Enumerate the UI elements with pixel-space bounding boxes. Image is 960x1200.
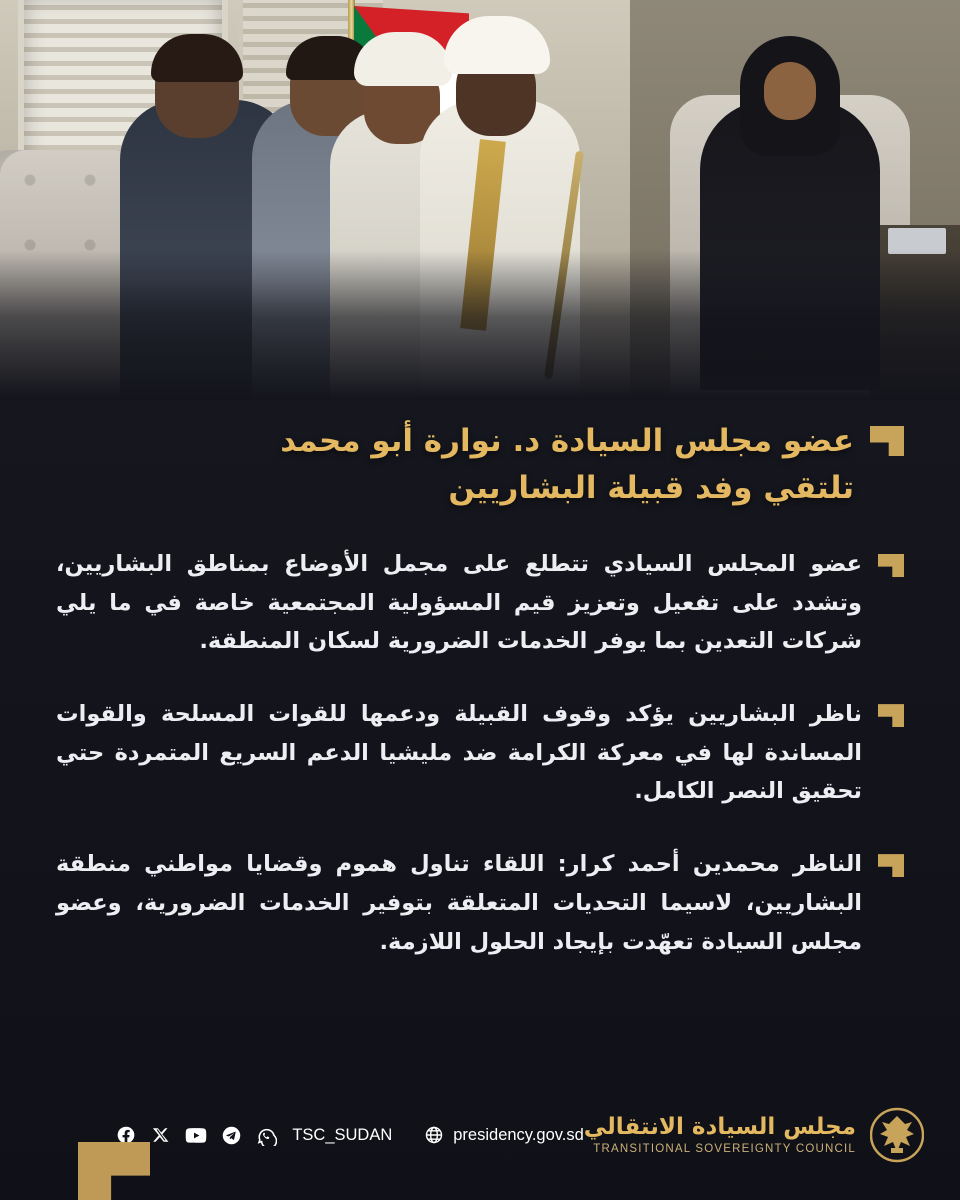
social-links [115,1124,583,1146]
whatsapp-icon[interactable] [255,1124,277,1146]
footer [0,1088,960,1200]
gold-corner-mark-icon [78,1142,150,1200]
body-paragraph: عضو المجلس السيادي تتطلع على مجمل الأوضاع بمناطق البشاريين، وتشدد على تفعيل وتعزيز قيم المسؤولية المجتمعية خاصة في ما يلي شركات التعدين بما يوفر الخدمات الضرورية لسكان المنطقة. [56,551,862,655]
paragraph-block-1 [56,545,904,661]
x-twitter-icon[interactable] [150,1124,172,1146]
headline-line-1: عضو مجلس السيادة د. نوارة أبو محمد [280,423,854,459]
figure-face [764,62,816,120]
brand-text [584,1113,856,1156]
paragraph-block-3 [56,845,904,961]
headline-line-2: تلتقي وفد قبيلة البشاريين [448,469,854,506]
page-title [56,418,854,511]
gold-marker-icon [870,426,904,456]
website-url[interactable]: presidency.gov.sd [453,1125,584,1144]
brand-name-english: TRANSITIONAL SOVEREIGNTY COUNCIL [593,1143,856,1156]
meeting-photo [0,0,960,400]
social-handle[interactable]: TSC_SUDAN [292,1125,393,1144]
headline-block [56,418,904,511]
paragraph-block-2 [56,695,904,811]
photo-gradient-overlay [0,250,960,400]
eagle-emblem-icon [870,1106,924,1164]
brand-lockup [584,1106,924,1164]
website-link[interactable] [423,1124,584,1146]
youtube-icon[interactable] [185,1124,207,1146]
brand-name-arabic: مجلس السيادة الانتقالي [583,1114,856,1141]
gold-marker-icon [878,854,904,877]
gold-marker-icon [878,554,904,577]
body-paragraph: الناظر محمدين أحمد كرار: اللقاء تناول هموم وقضايا مواطني منطقة البشاريين، لاسيما التحديات المتعلقة بتوفير الخدمات الضرورية، وعضو مجلس السيادة تعهّدت بإيجاد الحلول اللازمة. [56,851,862,955]
telegram-icon[interactable] [220,1124,242,1146]
gold-marker-icon [878,704,904,727]
body-paragraph: ناظر البشاريين يؤكد وقوف القبيلة ودعمها للقوات المسلحة والقوات المساندة لها في معركة الكرامة ضد مليشيا الدعم السريع المتمردة حتي تحقيق النصر الكامل. [56,701,862,805]
globe-icon [423,1124,445,1146]
content-area [0,400,960,961]
